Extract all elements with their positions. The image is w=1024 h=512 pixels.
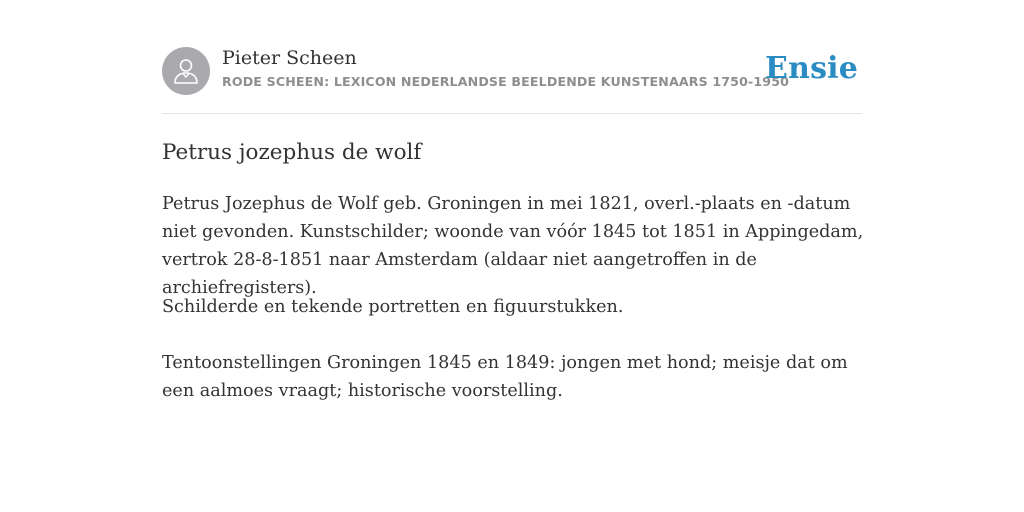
brand-logo[interactable]: Ensie bbox=[765, 51, 859, 86]
entry-paragraph-3: Tentoonstellingen Groningen 1845 en 1849: jongen met hond; meisje dat om een aalmoes vraagt; historische voorstelling. bbox=[162, 353, 848, 401]
article-header bbox=[162, 45, 862, 97]
entry-paragraph-2: Schilderde en tekende portretten en figuurstukken. bbox=[162, 297, 624, 317]
author-avatar[interactable] bbox=[162, 47, 210, 95]
user-silhouette-icon bbox=[173, 57, 199, 85]
source-title[interactable]: RODE SCHEEN: LEXICON NEDERLANDSE BEELDENDE KUNSTENAARS 1750-1950 bbox=[222, 74, 790, 89]
entry-title: Petrus jozephus de wolf bbox=[162, 140, 422, 165]
author-name[interactable]: Pieter Scheen bbox=[222, 47, 357, 69]
entry-paragraph-1: Petrus Jozephus de Wolf geb. Groningen in mei 1821, overl.-plaats en -datum niet gevonden. Kunstschilder; woonde van vóór 1845 tot 1851 in Appingedam, vertrok 28-8-1851 naar Amsterdam (aldaar niet aangetroffen in de archiefregisters). bbox=[162, 194, 864, 298]
header-divider bbox=[162, 113, 862, 114]
